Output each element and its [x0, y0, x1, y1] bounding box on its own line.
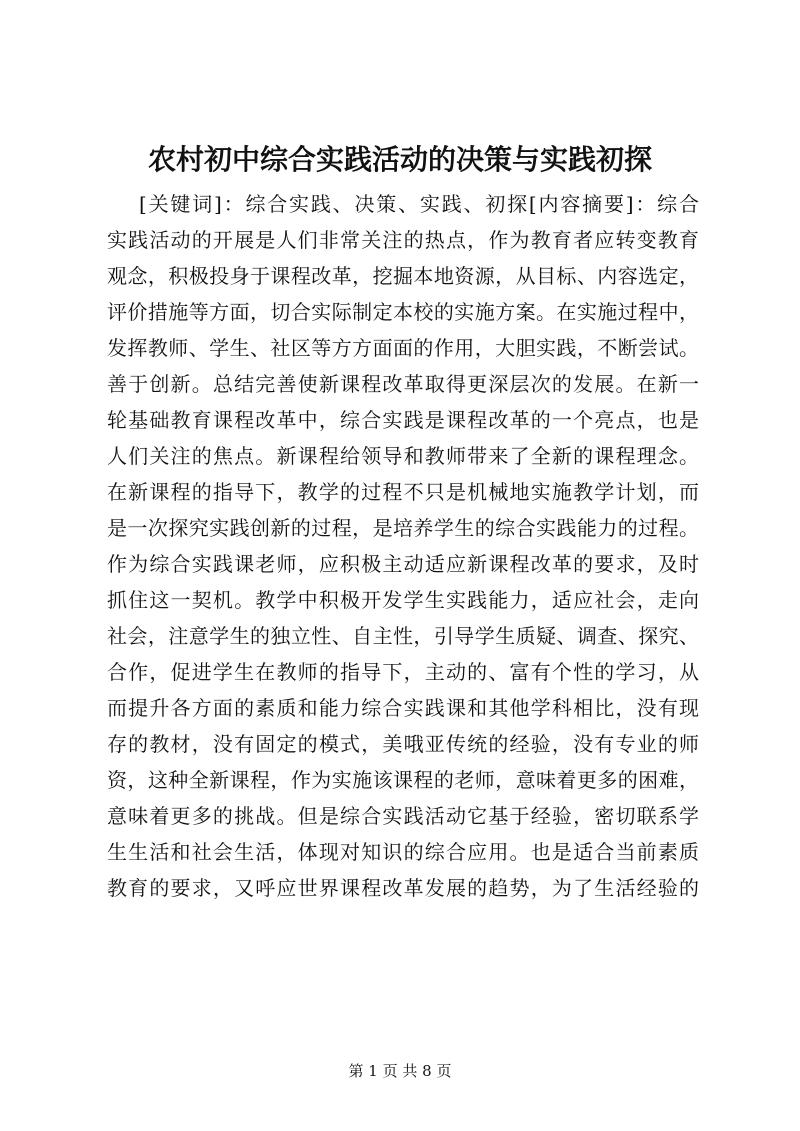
- body-text-line: 意味着更多的挑战。但是综合实践活动它基于经验，密切联系学: [107, 804, 699, 828]
- body-text-line: 合作，促进学生在教师的指导下，主动的、富有个性的学习，从: [107, 660, 699, 684]
- document-title: 农村初中综合实践活动的决策与实践初探: [147, 143, 652, 176]
- body-text-line: 善于创新。总结完善使新课程改革取得更深层次的发展。在新一: [107, 372, 699, 396]
- body-text-line: 实践活动的开展是人们非常关注的热点，作为教育者应转变教育: [107, 228, 699, 252]
- body-text-line: [关键词]：综合实践、决策、实践、初探[内容摘要]：综合: [139, 192, 699, 216]
- body-text-line: 评价措施等方面，切合实际制定本校的实施方案。在实施过程中，: [107, 300, 699, 324]
- page-footer: 第 1 页 共 8 页: [348, 1062, 452, 1080]
- body-text-line: 观念，积极投身于课程改革，挖掘本地资源，从目标、内容选定，: [107, 264, 699, 288]
- body-text-line: 资，这种全新课程，作为实施该课程的老师，意味着更多的困难，: [107, 768, 699, 792]
- body-text-line: 轮基础教育课程改革中，综合实践是课程改革的一个亮点，也是: [107, 408, 699, 432]
- body-text-line: 在新课程的指导下，教学的过程不只是机械地实施教学计划，而: [107, 480, 699, 504]
- document-body: [107, 186, 699, 906]
- body-text-line: 教育的要求，又呼应世界课程改革发展的趋势，为了生活经验的: [107, 876, 699, 900]
- body-text-line: 社会，注意学生的独立性、自主性，引导学生质疑、调查、探究、: [107, 624, 699, 648]
- body-text-line: 而提升各方面的素质和能力综合实践课和其他学科相比，没有现: [107, 696, 699, 720]
- body-text-line: 人们关注的焦点。新课程给领导和教师带来了全新的课程理念。: [107, 444, 699, 468]
- body-text-line: 是一次探究实践创新的过程，是培养学生的综合实践能力的过程。: [107, 516, 699, 540]
- body-text-line: 作为综合实践课老师，应积极主动适应新课程改革的要求，及时: [107, 552, 699, 576]
- body-text-line: 抓住这一契机。教学中积极开发学生实践能力，适应社会，走向: [107, 588, 699, 612]
- body-text-line: 生生活和社会生活，体现对知识的综合应用。也是适合当前素质: [107, 840, 699, 864]
- body-text-line: 发挥教师、学生、社区等方方面面的作用，大胆实践，不断尝试。: [107, 336, 699, 360]
- body-text-line: 存的教材，没有固定的模式，美哦亚传统的经验，没有专业的师: [107, 732, 699, 756]
